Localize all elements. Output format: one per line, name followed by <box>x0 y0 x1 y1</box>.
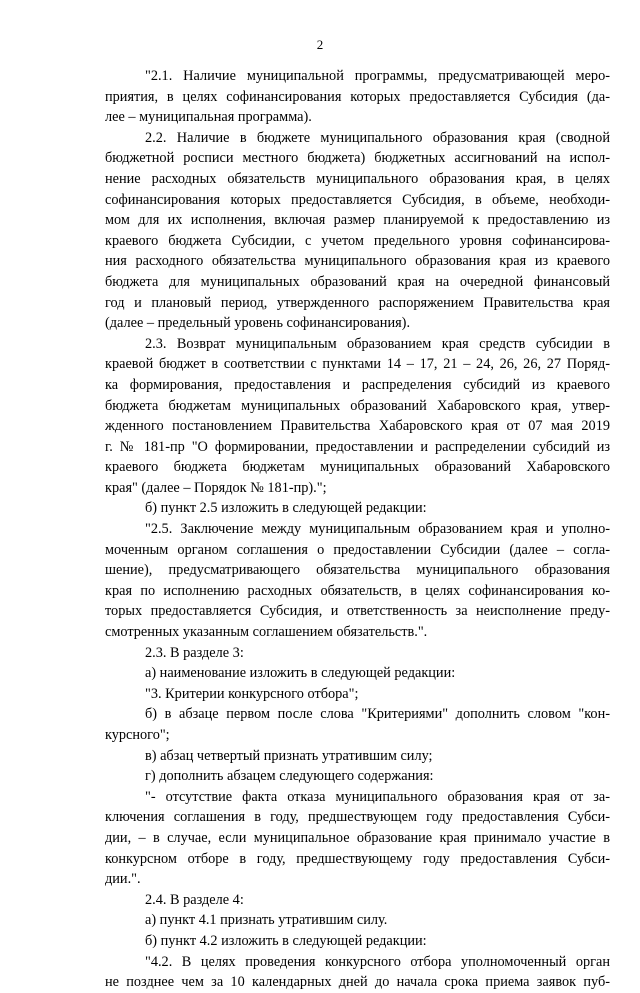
text-line: ния расходного обязательства муниципального образования края из краевого <box>105 253 610 270</box>
text-line: ключения соглашения в году, предшествующем году предоставления Субси- <box>105 809 610 826</box>
text-line: лее – муниципальная программа). <box>105 109 312 126</box>
text-line: "3. Критерии конкурсного отбора"; <box>145 685 359 702</box>
text-line: бюджета бюджетам муниципальных образований Хабаровского края, утвер- <box>105 397 610 414</box>
text-line: мом для их исполнения, включая размер планируемой к предоставлению из <box>105 212 610 229</box>
text-line: "2.5. Заключение между муниципальным образованием края и уполно- <box>145 521 610 538</box>
text-line: бюджета для муниципальных образований края на очередной финансовый <box>105 273 610 290</box>
text-line: б) в абзаце первом после слова "Критериями" дополнить словом "кон- <box>145 706 610 723</box>
text-line: краевого бюджета бюджетам муниципальных образований Хабаровского <box>105 459 610 476</box>
text-line: софинансирования которых предоставляется Субсидия, в объеме, необходи- <box>105 191 610 208</box>
text-line: курсного"; <box>105 727 170 743</box>
text-line: а) пункт 4.1 признать утратившим силу. <box>145 912 388 929</box>
text-line: жденного постановлением Правительства Хабаровского края от 07 мая 2019 <box>105 418 610 435</box>
text-line: шение), предусматривающего обязательства муниципального образования <box>105 562 610 579</box>
text-line: 2.3. В разделе 3: <box>145 644 244 661</box>
text-line: "4.2. В целях проведения конкурсного отбора уполномоченный орган <box>145 953 610 970</box>
text-line: бюджетной росписи местного бюджета) бюджетных ассигнований на испол- <box>105 150 610 167</box>
text-line: "- отсутствие факта отказа муниципального образования края от за- <box>145 788 610 805</box>
text-line: ка формирования, предоставления и распределения субсидий из краевого <box>105 376 610 393</box>
text-line: края" (далее – Порядок № 181-пр)."; <box>105 479 327 496</box>
text-line: торых предоставляется Субсидия, и ответственность за неисполнение преду- <box>105 603 610 620</box>
text-line: краевого бюджета Субсидии, с учетом предельного уровня софинансирова- <box>105 232 610 249</box>
text-line: дии, – в случае, если муниципальное образование края принимало участие в <box>105 829 610 846</box>
text-line: моченным органом соглашения о предоставлении Субсидии (далее – согла- <box>105 541 610 558</box>
text-line: (далее – предельный уровень софинансирования). <box>105 315 411 332</box>
text-line: 2.4. В разделе 4: <box>145 891 244 908</box>
document-body <box>105 66 610 993</box>
text-line: г) дополнить абзацем следующего содержания: <box>145 768 434 785</box>
text-line: б) пункт 4.2 изложить в следующей редакции: <box>145 932 427 949</box>
text-line: не позднее чем за 10 календарных дней до начала срока приема заявок пуб- <box>105 974 610 991</box>
text-line: в) абзац четвертый признать утратившим силу; <box>145 747 433 764</box>
page-number: 2 <box>316 37 324 52</box>
text-line: а) наименование изложить в следующей редакции: <box>145 665 456 682</box>
text-line: б) пункт 2.5 изложить в следующей редакции: <box>145 500 427 517</box>
text-line: нение расходных обязательств муниципального образования края, в целях <box>105 170 610 187</box>
text-line: 2.3. Возврат муниципальным образованием края средств субсидии в <box>145 335 610 352</box>
text-line: края по исполнению расходных обязательств, в целях софинансирования ко- <box>105 582 610 599</box>
text-line: смотренных указанным соглашением обязательств.". <box>105 624 428 641</box>
text-line: конкурсном отборе в году, предшествующему году предоставления Субси- <box>105 850 610 867</box>
text-line: "2.1. Наличие муниципальной программы, предусматривающей меро- <box>145 68 610 84</box>
text-line: краевой бюджет в соответствии с пунктами 14 – 17, 21 – 24, 26, 26, 27 Поряд- <box>105 356 610 373</box>
text-line: приятия, в целях софинансирования которых предоставляется Субсидия (да- <box>105 88 610 105</box>
text-line: дии.". <box>105 871 141 888</box>
text-line: г. № 181-пр "О формировании, предоставлении и распределении субсидий из <box>105 438 610 455</box>
text-line: 2.2. Наличие в бюджете муниципального образования края (сводной <box>145 129 610 146</box>
text-line: год и плановый период, утвержденного распоряжением Правительства края <box>105 294 610 311</box>
